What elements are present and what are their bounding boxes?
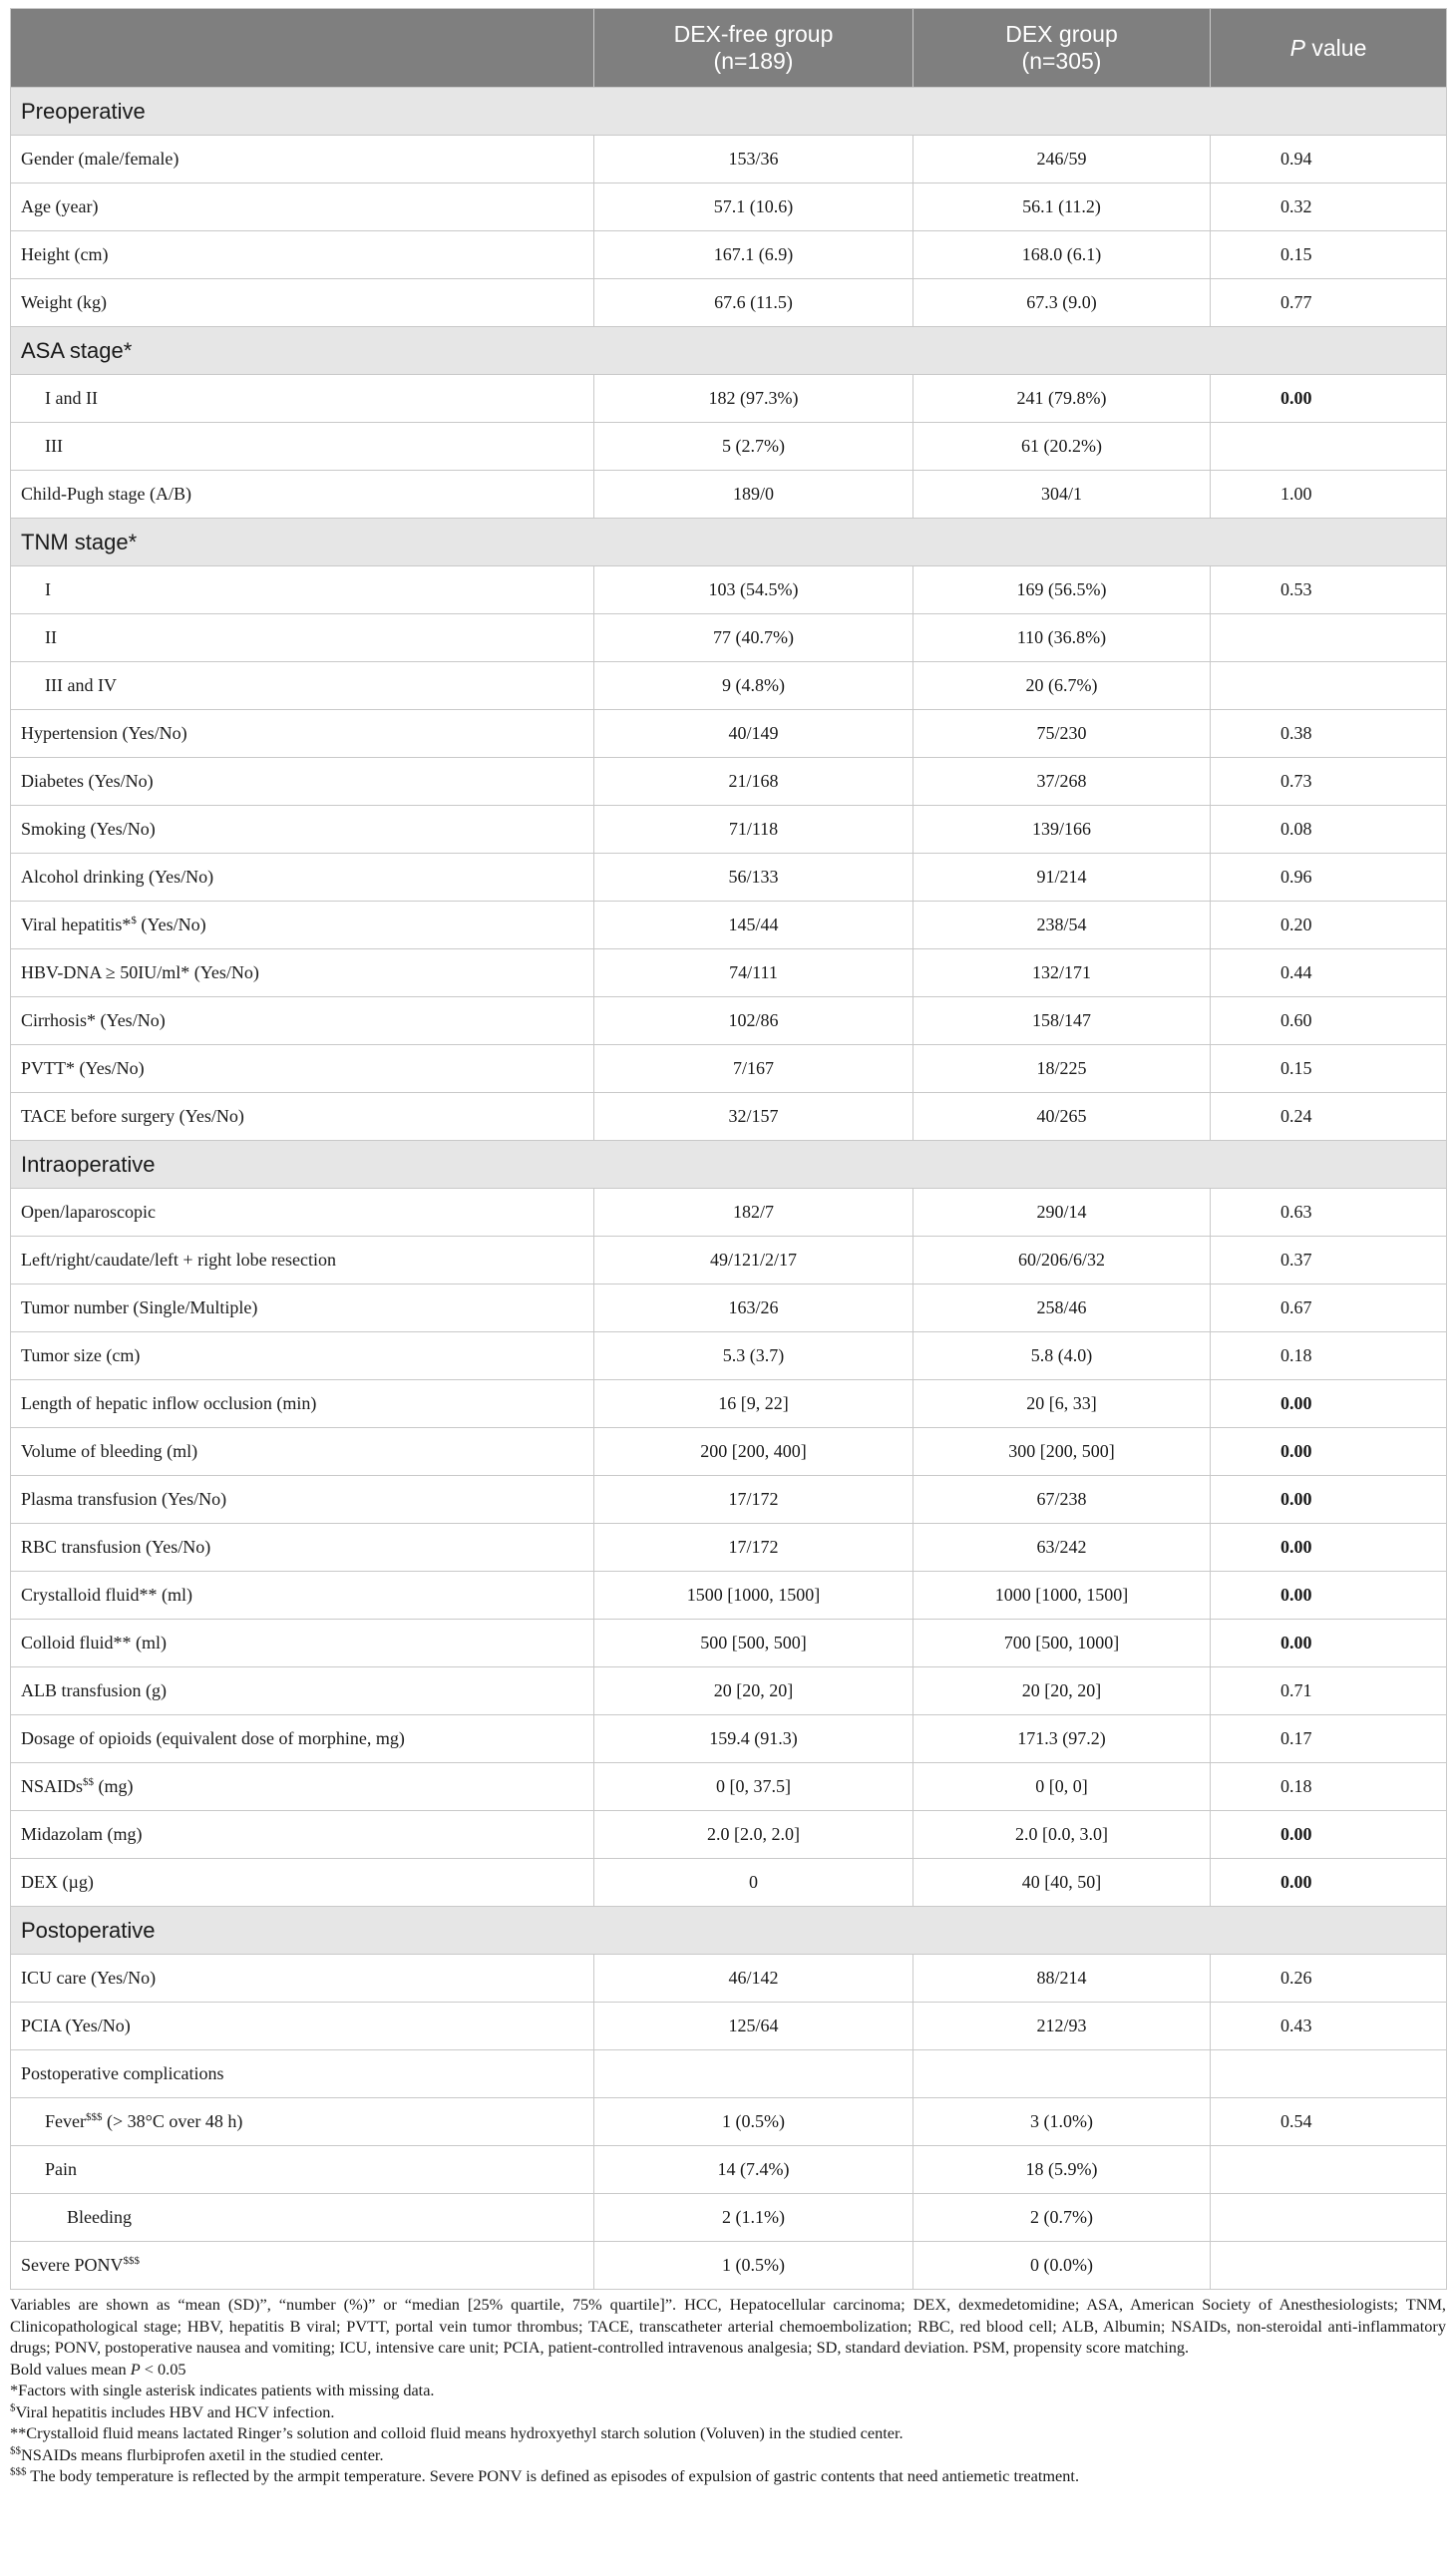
dex-value: 20 [6, 33] bbox=[913, 1380, 1211, 1428]
variable-label bbox=[11, 375, 594, 423]
table-row bbox=[11, 566, 1447, 614]
p-value: 0.54 bbox=[1211, 2098, 1447, 2146]
dex-free-value: 167.1 (6.9) bbox=[594, 231, 913, 279]
variable-label bbox=[11, 2242, 594, 2290]
table-row bbox=[11, 806, 1447, 854]
dex-value: 241 (79.8%) bbox=[913, 375, 1211, 423]
dex-free-value: 163/26 bbox=[594, 1285, 913, 1332]
dex-free-value: 77 (40.7%) bbox=[594, 614, 913, 662]
variable-label bbox=[11, 710, 594, 758]
header-p-value bbox=[1211, 9, 1447, 88]
header-p-rest: value bbox=[1304, 34, 1367, 61]
p-value: 0.00 bbox=[1211, 1620, 1447, 1667]
dex-value: 212/93 bbox=[913, 2003, 1211, 2050]
dex-free-value: 14 (7.4%) bbox=[594, 2146, 913, 2194]
p-value bbox=[1211, 614, 1447, 662]
dex-free-value: 20 [20, 20] bbox=[594, 1667, 913, 1715]
variable-name: Age (year) bbox=[21, 196, 99, 216]
table-row bbox=[11, 1237, 1447, 1285]
dex-free-value: 21/168 bbox=[594, 758, 913, 806]
variable-name: Height (cm) bbox=[21, 244, 109, 264]
dex-value: 158/147 bbox=[913, 997, 1211, 1045]
footnote-temperature: $$$ The body temperature is reflected by the armpit temperature. Severe PONV is defined as episodes of expulsion of gastric contents that need antiemetic treatment. bbox=[10, 2465, 1080, 2485]
dex-free-value: 5.3 (3.7) bbox=[594, 1332, 913, 1380]
dex-value: 20 (6.7%) bbox=[913, 662, 1211, 710]
variable-name: RBC transfusion (Yes/No) bbox=[21, 1537, 211, 1557]
p-value: 0.73 bbox=[1211, 758, 1447, 806]
header-p-italic: P bbox=[1289, 34, 1305, 61]
p-value: 0.43 bbox=[1211, 2003, 1447, 2050]
variable-label bbox=[11, 136, 594, 184]
dex-free-value: 103 (54.5%) bbox=[594, 566, 913, 614]
dex-value: 2.0 [0.0, 3.0] bbox=[913, 1811, 1211, 1859]
variable-label bbox=[11, 1572, 594, 1620]
table-row bbox=[11, 2146, 1447, 2194]
variable-name: DEX (µg) bbox=[21, 1872, 94, 1892]
variable-label bbox=[11, 1237, 594, 1285]
variable-name: Pain bbox=[45, 2159, 78, 2179]
p-value: 0.77 bbox=[1211, 279, 1447, 327]
variable-name: Bleeding bbox=[67, 2207, 132, 2227]
dex-free-value: 200 [200, 400] bbox=[594, 1428, 913, 1476]
table-row bbox=[11, 2242, 1447, 2290]
p-value: 0.67 bbox=[1211, 1285, 1447, 1332]
dex-value: 1000 [1000, 1500] bbox=[913, 1572, 1211, 1620]
p-value: 0.17 bbox=[1211, 1715, 1447, 1763]
header-dex-group bbox=[913, 9, 1211, 88]
dex-free-value: 189/0 bbox=[594, 471, 913, 519]
dex-value: 18/225 bbox=[913, 1045, 1211, 1093]
dex-value: 67.3 (9.0) bbox=[913, 279, 1211, 327]
dex-value: 61 (20.2%) bbox=[913, 423, 1211, 471]
table-row bbox=[11, 1285, 1447, 1332]
section-header-row bbox=[11, 1141, 1447, 1189]
variable-name: HBV-DNA ≥ 50IU/ml* (Yes/No) bbox=[21, 962, 259, 982]
variable-label bbox=[11, 662, 594, 710]
p-value bbox=[1211, 2050, 1447, 2098]
header-dex-free-group bbox=[594, 9, 913, 88]
p-value bbox=[1211, 2146, 1447, 2194]
table-body bbox=[11, 88, 1447, 2290]
p-value: 0.32 bbox=[1211, 184, 1447, 231]
dex-value: 67/238 bbox=[913, 1476, 1211, 1524]
variable-label bbox=[11, 423, 594, 471]
table-row bbox=[11, 854, 1447, 902]
variable-name: Diabetes (Yes/No) bbox=[21, 771, 154, 791]
variable-name: Alcohol drinking (Yes/No) bbox=[21, 867, 214, 887]
variable-name: Hypertension (Yes/No) bbox=[21, 723, 187, 743]
dex-free-value: 153/36 bbox=[594, 136, 913, 184]
table-row bbox=[11, 1667, 1447, 1715]
table-row bbox=[11, 184, 1447, 231]
dex-free-value: 145/44 bbox=[594, 902, 913, 949]
p-value: 1.00 bbox=[1211, 471, 1447, 519]
table-row bbox=[11, 1572, 1447, 1620]
p-value bbox=[1211, 662, 1447, 710]
p-value: 0.38 bbox=[1211, 710, 1447, 758]
dex-free-value: 182/7 bbox=[594, 1189, 913, 1237]
header-dex-label: DEX group bbox=[1005, 21, 1118, 47]
dex-value: 75/230 bbox=[913, 710, 1211, 758]
dex-free-value: 46/142 bbox=[594, 1955, 913, 2003]
dex-value: 40 [40, 50] bbox=[913, 1859, 1211, 1907]
dex-free-value: 1 (0.5%) bbox=[594, 2242, 913, 2290]
section-header-row bbox=[11, 1907, 1447, 1955]
dex-free-value: 159.4 (91.3) bbox=[594, 1715, 913, 1763]
table-row bbox=[11, 1093, 1447, 1141]
footnote-double-asterisk: **Crystalloid fluid means lactated Ringer’s solution and colloid fluid means hydroxyethyl starch solution (Voluven) in the studied center. bbox=[10, 2423, 904, 2442]
p-value: 0.44 bbox=[1211, 949, 1447, 997]
section-label: TNM stage* bbox=[11, 519, 1447, 566]
variable-label bbox=[11, 614, 594, 662]
variable-label bbox=[11, 2194, 594, 2242]
dex-value: 56.1 (11.2) bbox=[913, 184, 1211, 231]
dex-free-value: 17/172 bbox=[594, 1524, 913, 1572]
p-value: 0.71 bbox=[1211, 1667, 1447, 1715]
dex-free-value: 0 [0, 37.5] bbox=[594, 1763, 913, 1811]
variable-label bbox=[11, 997, 594, 1045]
p-value: 0.00 bbox=[1211, 1476, 1447, 1524]
dex-value: 171.3 (97.2) bbox=[913, 1715, 1211, 1763]
section-label: Postoperative bbox=[11, 1907, 1447, 1955]
header-dex-free-n: (n=189) bbox=[713, 48, 794, 74]
dex-value: 258/46 bbox=[913, 1285, 1211, 1332]
dex-value: 139/166 bbox=[913, 806, 1211, 854]
p-value bbox=[1211, 2242, 1447, 2290]
p-value: 0.60 bbox=[1211, 997, 1447, 1045]
table-row bbox=[11, 997, 1447, 1045]
variable-label bbox=[11, 1332, 594, 1380]
section-header-row bbox=[11, 519, 1447, 566]
table-row bbox=[11, 949, 1447, 997]
variable-name: Tumor size (cm) bbox=[21, 1345, 141, 1365]
variable-label bbox=[11, 1285, 594, 1332]
table-row bbox=[11, 279, 1447, 327]
variable-label bbox=[11, 949, 594, 997]
dex-free-value: 125/64 bbox=[594, 2003, 913, 2050]
dex-free-value: 5 (2.7%) bbox=[594, 423, 913, 471]
dex-value: 700 [500, 1000] bbox=[913, 1620, 1211, 1667]
header-dex-free-label: DEX-free group bbox=[673, 21, 834, 47]
footnote-nsaids: $$NSAIDs means flurbiprofen axetil in the studied center. bbox=[10, 2444, 384, 2464]
footnote-bold: Bold values mean P < 0.05 bbox=[10, 2359, 186, 2379]
table-row bbox=[11, 662, 1447, 710]
variable-name: Weight (kg) bbox=[21, 292, 108, 312]
section-header-row bbox=[11, 327, 1447, 375]
variable-name: Dosage of opioids (equivalent dose of morphine, mg) bbox=[21, 1728, 405, 1748]
dex-value: 238/54 bbox=[913, 902, 1211, 949]
header-dex-n: (n=305) bbox=[1021, 48, 1102, 74]
variable-name: Viral hepatitis* bbox=[21, 915, 132, 934]
table-row bbox=[11, 1715, 1447, 1763]
variable-label bbox=[11, 566, 594, 614]
p-value: 0.20 bbox=[1211, 902, 1447, 949]
variable-name: ALB transfusion (g) bbox=[21, 1680, 167, 1700]
variable-label bbox=[11, 1859, 594, 1907]
dex-free-value: 71/118 bbox=[594, 806, 913, 854]
footnote-marker: $$$ bbox=[85, 2111, 103, 2123]
header-variable bbox=[11, 9, 594, 88]
variable-label bbox=[11, 184, 594, 231]
p-value: 0.00 bbox=[1211, 1428, 1447, 1476]
table-row bbox=[11, 1189, 1447, 1237]
table-row bbox=[11, 423, 1447, 471]
p-value: 0.00 bbox=[1211, 375, 1447, 423]
table-row bbox=[11, 136, 1447, 184]
dex-value: 37/268 bbox=[913, 758, 1211, 806]
dex-value: 20 [20, 20] bbox=[913, 1667, 1211, 1715]
variable-label bbox=[11, 1667, 594, 1715]
dex-free-value: 1500 [1000, 1500] bbox=[594, 1572, 913, 1620]
section-label: ASA stage* bbox=[11, 327, 1447, 375]
variable-name: Length of hepatic inflow occlusion (min) bbox=[21, 1393, 317, 1413]
variable-name: PCIA (Yes/No) bbox=[21, 2016, 131, 2035]
table-row bbox=[11, 1955, 1447, 2003]
dex-free-value: 182 (97.3%) bbox=[594, 375, 913, 423]
variable-label bbox=[11, 1476, 594, 1524]
dex-free-value: 67.6 (11.5) bbox=[594, 279, 913, 327]
variable-label bbox=[11, 1428, 594, 1476]
p-value bbox=[1211, 423, 1447, 471]
variable-name: Volume of bleeding (ml) bbox=[21, 1441, 198, 1461]
footnote-marker: $ bbox=[131, 915, 137, 926]
baseline-characteristics-table bbox=[10, 8, 1447, 2290]
p-value: 0.00 bbox=[1211, 1811, 1447, 1859]
variable-name: Smoking (Yes/No) bbox=[21, 819, 156, 839]
document bbox=[10, 8, 1446, 2487]
variable-unit: (Yes/No) bbox=[136, 915, 206, 934]
variable-name: Midazolam (mg) bbox=[21, 1824, 143, 1844]
dex-free-value: 0 bbox=[594, 1859, 913, 1907]
footnote-marker: $$$ bbox=[123, 2255, 140, 2267]
section-label: Intraoperative bbox=[11, 1141, 1447, 1189]
dex-free-value: 74/111 bbox=[594, 949, 913, 997]
table-header-row bbox=[11, 9, 1447, 88]
table-row bbox=[11, 2098, 1447, 2146]
dex-value: 63/242 bbox=[913, 1524, 1211, 1572]
table-row bbox=[11, 1763, 1447, 1811]
dex-value: 88/214 bbox=[913, 1955, 1211, 2003]
table-row bbox=[11, 1859, 1447, 1907]
variable-name: Postoperative complications bbox=[21, 2063, 224, 2083]
p-value: 0.08 bbox=[1211, 806, 1447, 854]
variable-name: II bbox=[45, 627, 57, 647]
table-row bbox=[11, 1045, 1447, 1093]
dex-free-value: 49/121/2/17 bbox=[594, 1237, 913, 1285]
p-value: 0.94 bbox=[1211, 136, 1447, 184]
variable-name: Fever bbox=[45, 2111, 86, 2131]
p-value: 0.00 bbox=[1211, 1572, 1447, 1620]
dex-value: 0 [0, 0] bbox=[913, 1763, 1211, 1811]
dex-value: 169 (56.5%) bbox=[913, 566, 1211, 614]
variable-label bbox=[11, 2098, 594, 2146]
table-row bbox=[11, 2194, 1447, 2242]
table-row bbox=[11, 2050, 1447, 2098]
variable-label bbox=[11, 2050, 594, 2098]
table-row bbox=[11, 1811, 1447, 1859]
p-value: 0.15 bbox=[1211, 1045, 1447, 1093]
p-value: 0.63 bbox=[1211, 1189, 1447, 1237]
variable-name: Open/laparoscopic bbox=[21, 1202, 156, 1222]
variable-name: ICU care (Yes/No) bbox=[21, 1968, 157, 1988]
variable-label bbox=[11, 2003, 594, 2050]
variable-name: Plasma transfusion (Yes/No) bbox=[21, 1489, 227, 1509]
table-row bbox=[11, 1476, 1447, 1524]
variable-name: PVTT* (Yes/No) bbox=[21, 1058, 145, 1078]
dex-value: 60/206/6/32 bbox=[913, 1237, 1211, 1285]
variable-label bbox=[11, 902, 594, 949]
table-row bbox=[11, 1620, 1447, 1667]
variable-name: Colloid fluid** (ml) bbox=[21, 1633, 167, 1652]
footnote-main: Variables are shown as “mean (SD)”, “number (%)” or “median [25% quartile, 75% quartile]”. HCC, Hepatocellular carcinoma; DEX, dexmedetomidine; ASA, American Society of Anesthesiologists; TNM, Clinicopathological stage; HBV, hepatitis B viral; PVTT, portal vein tumor thrombus; TACE, transcatheter arterial chemoembolization; RBC, red blood cell; ALB, Albumin; NSAIDs, non-steroidal anti-inflammatory drugs; PONV, postoperative nausea and vomiting; ICU, intensive care unit; PCIA, patient-controlled intravenous analgesia; SD, standard deviation. PSM, propensity score matching. bbox=[10, 2295, 1446, 2357]
table-row bbox=[11, 375, 1447, 423]
table-footnotes bbox=[10, 2294, 1446, 2487]
dex-value bbox=[913, 2050, 1211, 2098]
dex-value: 18 (5.9%) bbox=[913, 2146, 1211, 2194]
variable-name: Tumor number (Single/Multiple) bbox=[21, 1297, 258, 1317]
variable-label bbox=[11, 1189, 594, 1237]
variable-name: TACE before surgery (Yes/No) bbox=[21, 1106, 244, 1126]
variable-name: Left/right/caudate/left + right lobe resection bbox=[21, 1250, 337, 1270]
dex-free-value: 1 (0.5%) bbox=[594, 2098, 913, 2146]
variable-unit: (> 38°C over 48 h) bbox=[102, 2111, 243, 2131]
p-value: 0.96 bbox=[1211, 854, 1447, 902]
dex-free-value: 40/149 bbox=[594, 710, 913, 758]
dex-value: 246/59 bbox=[913, 136, 1211, 184]
variable-label bbox=[11, 1620, 594, 1667]
dex-value: 0 (0.0%) bbox=[913, 2242, 1211, 2290]
variable-label bbox=[11, 1380, 594, 1428]
p-value: 0.18 bbox=[1211, 1332, 1447, 1380]
variable-name: Child-Pugh stage (A/B) bbox=[21, 484, 191, 504]
variable-label bbox=[11, 1763, 594, 1811]
variable-label bbox=[11, 1715, 594, 1763]
dex-free-value: 102/86 bbox=[594, 997, 913, 1045]
section-header-row bbox=[11, 88, 1447, 136]
variable-label bbox=[11, 1524, 594, 1572]
variable-name: Gender (male/female) bbox=[21, 149, 180, 169]
table-row bbox=[11, 1380, 1447, 1428]
footnote-marker: $$ bbox=[83, 1776, 95, 1788]
variable-label bbox=[11, 2146, 594, 2194]
dex-value: 91/214 bbox=[913, 854, 1211, 902]
dex-value: 300 [200, 500] bbox=[913, 1428, 1211, 1476]
table-row bbox=[11, 231, 1447, 279]
dex-free-value: 56/133 bbox=[594, 854, 913, 902]
p-value bbox=[1211, 2194, 1447, 2242]
variable-label bbox=[11, 1045, 594, 1093]
table-row bbox=[11, 902, 1447, 949]
table-row bbox=[11, 2003, 1447, 2050]
variable-name: III bbox=[45, 436, 63, 456]
dex-value: 168.0 (6.1) bbox=[913, 231, 1211, 279]
variable-label bbox=[11, 279, 594, 327]
p-value: 0.15 bbox=[1211, 231, 1447, 279]
variable-name: NSAIDs bbox=[21, 1776, 84, 1796]
table-row bbox=[11, 1428, 1447, 1476]
p-value: 0.53 bbox=[1211, 566, 1447, 614]
dex-value: 304/1 bbox=[913, 471, 1211, 519]
table-row bbox=[11, 614, 1447, 662]
dex-value: 132/171 bbox=[913, 949, 1211, 997]
p-value: 0.26 bbox=[1211, 1955, 1447, 2003]
variable-name: Cirrhosis* (Yes/No) bbox=[21, 1010, 166, 1030]
dex-value: 3 (1.0%) bbox=[913, 2098, 1211, 2146]
variable-label bbox=[11, 1955, 594, 2003]
dex-free-value: 57.1 (10.6) bbox=[594, 184, 913, 231]
dex-value: 110 (36.8%) bbox=[913, 614, 1211, 662]
table-row bbox=[11, 710, 1447, 758]
table-row bbox=[11, 1332, 1447, 1380]
footnote-viral-hepatitis: $Viral hepatitis includes HBV and HCV infection. bbox=[10, 2401, 335, 2421]
dex-value: 5.8 (4.0) bbox=[913, 1332, 1211, 1380]
p-value: 0.24 bbox=[1211, 1093, 1447, 1141]
dex-free-value: 32/157 bbox=[594, 1093, 913, 1141]
variable-name: III and IV bbox=[45, 675, 117, 695]
dex-value: 290/14 bbox=[913, 1189, 1211, 1237]
variable-label bbox=[11, 471, 594, 519]
variable-unit: (mg) bbox=[94, 1776, 134, 1796]
variable-label bbox=[11, 1093, 594, 1141]
variable-name: Crystalloid fluid** (ml) bbox=[21, 1585, 192, 1605]
section-label: Preoperative bbox=[11, 88, 1447, 136]
dex-free-value: 16 [9, 22] bbox=[594, 1380, 913, 1428]
p-value: 0.37 bbox=[1211, 1237, 1447, 1285]
dex-value: 40/265 bbox=[913, 1093, 1211, 1141]
variable-name: I bbox=[45, 579, 51, 599]
dex-free-value: 9 (4.8%) bbox=[594, 662, 913, 710]
variable-label bbox=[11, 758, 594, 806]
p-value: 0.00 bbox=[1211, 1380, 1447, 1428]
variable-label bbox=[11, 854, 594, 902]
dex-free-value: 2.0 [2.0, 2.0] bbox=[594, 1811, 913, 1859]
footnote-single-asterisk: *Factors with single asterisk indicates patients with missing data. bbox=[10, 2381, 435, 2399]
dex-free-value: 2 (1.1%) bbox=[594, 2194, 913, 2242]
dex-free-value: 500 [500, 500] bbox=[594, 1620, 913, 1667]
variable-label bbox=[11, 1811, 594, 1859]
variable-label bbox=[11, 231, 594, 279]
table-row bbox=[11, 1524, 1447, 1572]
variable-name: Severe PONV bbox=[21, 2255, 124, 2275]
dex-free-value: 7/167 bbox=[594, 1045, 913, 1093]
dex-value: 2 (0.7%) bbox=[913, 2194, 1211, 2242]
dex-free-value: 17/172 bbox=[594, 1476, 913, 1524]
variable-label bbox=[11, 806, 594, 854]
p-value: 0.00 bbox=[1211, 1859, 1447, 1907]
variable-name: I and II bbox=[45, 388, 98, 408]
table-row bbox=[11, 758, 1447, 806]
dex-free-value bbox=[594, 2050, 913, 2098]
table-row bbox=[11, 471, 1447, 519]
p-value: 0.00 bbox=[1211, 1524, 1447, 1572]
p-value: 0.18 bbox=[1211, 1763, 1447, 1811]
